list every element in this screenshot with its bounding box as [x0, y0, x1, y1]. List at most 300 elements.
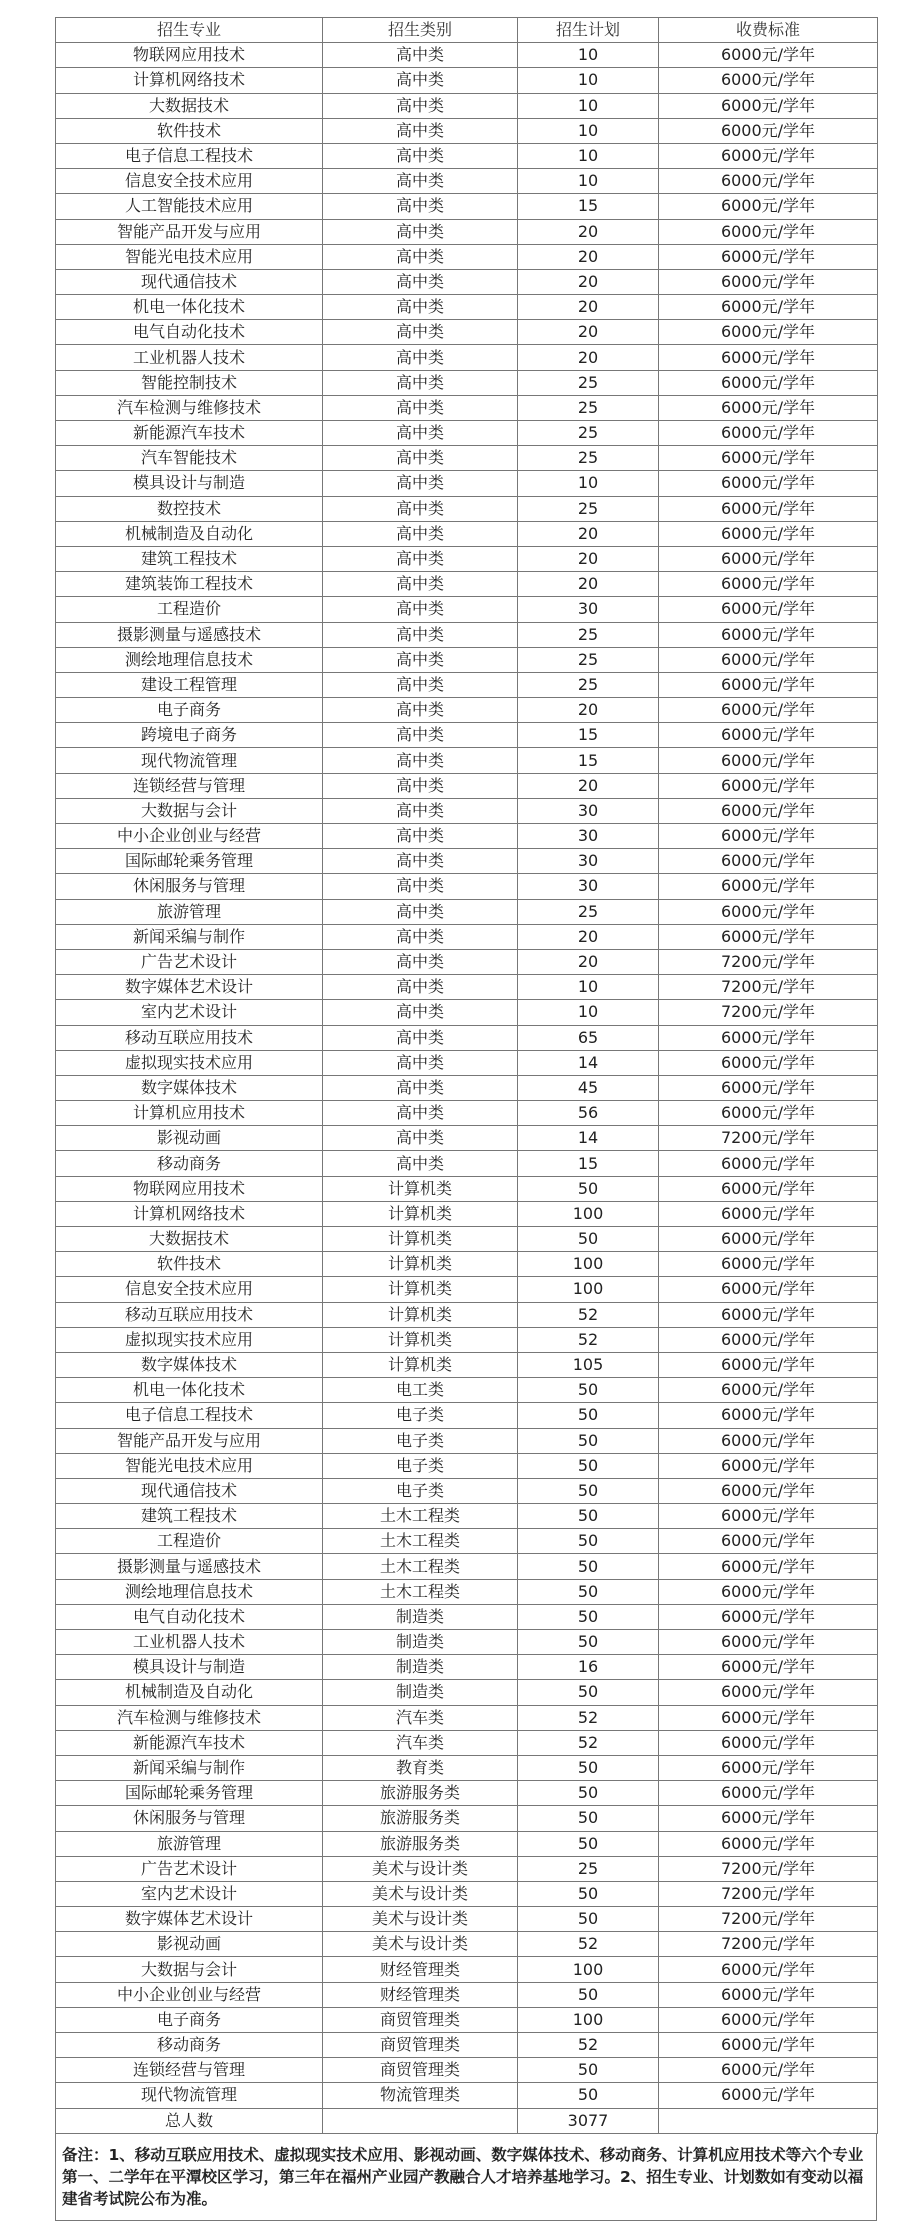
- table-row: [56, 93, 878, 118]
- major-cell: 物联网应用技术: [56, 1176, 323, 1201]
- fee-cell: 6000元/学年: [659, 521, 878, 546]
- fee-cell: 7200元/学年: [659, 1126, 878, 1151]
- plan-cell: 20: [518, 345, 659, 370]
- major-cell: 休闲服务与管理: [56, 1806, 323, 1831]
- fee-cell: 6000元/学年: [659, 194, 878, 219]
- plan-cell: 25: [518, 421, 659, 446]
- major-cell: 计算机网络技术: [56, 68, 323, 93]
- major-cell: 移动商务: [56, 2033, 323, 2058]
- table-row: [56, 1201, 878, 1226]
- major-cell: 汽车检测与维修技术: [56, 1705, 323, 1730]
- category-cell: 计算机类: [323, 1176, 518, 1201]
- plan-cell: 50: [518, 1504, 659, 1529]
- category-cell: 高中类: [323, 975, 518, 1000]
- table-row: [56, 1126, 878, 1151]
- category-cell: 高中类: [323, 824, 518, 849]
- plan-cell: 20: [518, 521, 659, 546]
- plan-cell: 15: [518, 194, 659, 219]
- category-cell: 高中类: [323, 949, 518, 974]
- category-cell: 教育类: [323, 1755, 518, 1780]
- major-cell: 旅游管理: [56, 899, 323, 924]
- plan-cell: 30: [518, 824, 659, 849]
- fee-cell: 6000元/学年: [659, 773, 878, 798]
- plan-cell: 50: [518, 1478, 659, 1503]
- plan-cell: 25: [518, 622, 659, 647]
- total-label: 总人数: [56, 2108, 323, 2133]
- major-cell: 电气自动化技术: [56, 1604, 323, 1629]
- category-cell: 高中类: [323, 169, 518, 194]
- major-cell: 汽车智能技术: [56, 446, 323, 471]
- fee-cell: 6000元/学年: [659, 546, 878, 571]
- major-cell: 室内艺术设计: [56, 1881, 323, 1906]
- plan-cell: 50: [518, 1806, 659, 1831]
- fee-cell: 7200元/学年: [659, 975, 878, 1000]
- category-cell: 计算机类: [323, 1302, 518, 1327]
- major-cell: 数字媒体艺术设计: [56, 1907, 323, 1932]
- fee-cell: 6000元/学年: [659, 1428, 878, 1453]
- table-row: [56, 1252, 878, 1277]
- table-row: [56, 1176, 878, 1201]
- category-cell: 土木工程类: [323, 1554, 518, 1579]
- fee-cell: 7200元/学年: [659, 1000, 878, 1025]
- major-cell: 测绘地理信息技术: [56, 1579, 323, 1604]
- fee-cell: 6000元/学年: [659, 1327, 878, 1352]
- table-row: [56, 1327, 878, 1352]
- fee-cell: 6000元/学年: [659, 924, 878, 949]
- fee-cell: 6000元/学年: [659, 1403, 878, 1428]
- fee-cell: 6000元/学年: [659, 395, 878, 420]
- fee-cell: 6000元/学年: [659, 68, 878, 93]
- major-cell: 广告艺术设计: [56, 1856, 323, 1881]
- header-row: [56, 18, 878, 43]
- plan-cell: 14: [518, 1050, 659, 1075]
- category-cell: 高中类: [323, 924, 518, 949]
- category-cell: 高中类: [323, 320, 518, 345]
- major-cell: 机电一体化技术: [56, 295, 323, 320]
- plan-cell: 50: [518, 1428, 659, 1453]
- table-row: [56, 2033, 878, 2058]
- major-cell: 数控技术: [56, 496, 323, 521]
- plan-cell: 10: [518, 975, 659, 1000]
- category-cell: 制造类: [323, 1680, 518, 1705]
- fee-cell: 6000元/学年: [659, 2083, 878, 2108]
- plan-cell: 14: [518, 1126, 659, 1151]
- total-row: [56, 2108, 878, 2133]
- category-cell: 高中类: [323, 345, 518, 370]
- major-cell: 现代通信技术: [56, 1478, 323, 1503]
- table-row: [56, 874, 878, 899]
- major-cell: 虚拟现实技术应用: [56, 1050, 323, 1075]
- category-cell: 电子类: [323, 1478, 518, 1503]
- category-cell: 高中类: [323, 723, 518, 748]
- major-cell: 室内艺术设计: [56, 1000, 323, 1025]
- category-cell: 美术与设计类: [323, 1932, 518, 1957]
- fee-cell: 6000元/学年: [659, 2007, 878, 2032]
- header-fee: 收费标准: [659, 18, 878, 43]
- major-cell: 机电一体化技术: [56, 1378, 323, 1403]
- category-cell: 美术与设计类: [323, 1907, 518, 1932]
- category-cell: 高中类: [323, 269, 518, 294]
- plan-cell: 50: [518, 1529, 659, 1554]
- table-row: [56, 1453, 878, 1478]
- major-cell: 模具设计与制造: [56, 471, 323, 496]
- plan-cell: 100: [518, 2007, 659, 2032]
- category-cell: 商贸管理类: [323, 2058, 518, 2083]
- table-row: [56, 471, 878, 496]
- plan-cell: 50: [518, 2058, 659, 2083]
- header-category: 招生类别: [323, 18, 518, 43]
- category-cell: 高中类: [323, 194, 518, 219]
- category-cell: 高中类: [323, 1050, 518, 1075]
- table-row: [56, 1478, 878, 1503]
- table-row: [56, 1806, 878, 1831]
- major-cell: 工业机器人技术: [56, 345, 323, 370]
- category-cell: 高中类: [323, 43, 518, 68]
- table-row: [56, 1403, 878, 1428]
- total-empty-cell: [323, 2108, 518, 2133]
- category-cell: 高中类: [323, 93, 518, 118]
- plan-cell: 10: [518, 93, 659, 118]
- major-cell: 建筑装饰工程技术: [56, 572, 323, 597]
- category-cell: 电工类: [323, 1378, 518, 1403]
- plan-cell: 50: [518, 1227, 659, 1252]
- fee-cell: 6000元/学年: [659, 2033, 878, 2058]
- plan-cell: 16: [518, 1655, 659, 1680]
- category-cell: 高中类: [323, 622, 518, 647]
- major-cell: 电子商务: [56, 2007, 323, 2032]
- fee-cell: 7200元/学年: [659, 1856, 878, 1881]
- major-cell: 建筑工程技术: [56, 1504, 323, 1529]
- fee-cell: 6000元/学年: [659, 370, 878, 395]
- table-row: [56, 1856, 878, 1881]
- plan-cell: 25: [518, 370, 659, 395]
- table-row: [56, 622, 878, 647]
- plan-cell: 50: [518, 1680, 659, 1705]
- plan-cell: 20: [518, 295, 659, 320]
- fee-cell: 6000元/学年: [659, 1529, 878, 1554]
- category-cell: 旅游服务类: [323, 1806, 518, 1831]
- table-row: [56, 1907, 878, 1932]
- plan-cell: 20: [518, 219, 659, 244]
- category-cell: 计算机类: [323, 1327, 518, 1352]
- table-row: [56, 1428, 878, 1453]
- category-cell: 高中类: [323, 748, 518, 773]
- major-cell: 新闻采编与制作: [56, 1755, 323, 1780]
- fee-cell: 6000元/学年: [659, 1781, 878, 1806]
- major-cell: 人工智能技术应用: [56, 194, 323, 219]
- category-cell: 高中类: [323, 118, 518, 143]
- fee-cell: 6000元/学年: [659, 1680, 878, 1705]
- fee-cell: 6000元/学年: [659, 748, 878, 773]
- fee-cell: 6000元/学年: [659, 43, 878, 68]
- major-cell: 计算机网络技术: [56, 1201, 323, 1226]
- major-cell: 大数据与会计: [56, 798, 323, 823]
- major-cell: 数字媒体技术: [56, 1352, 323, 1377]
- category-cell: 高中类: [323, 698, 518, 723]
- category-cell: 制造类: [323, 1604, 518, 1629]
- table-row: [56, 1755, 878, 1780]
- category-cell: 高中类: [323, 899, 518, 924]
- fee-cell: 6000元/学年: [659, 1101, 878, 1126]
- major-cell: 跨境电子商务: [56, 723, 323, 748]
- category-cell: 电子类: [323, 1403, 518, 1428]
- table-row: [56, 1604, 878, 1629]
- category-cell: 高中类: [323, 773, 518, 798]
- plan-cell: 50: [518, 1630, 659, 1655]
- category-cell: 高中类: [323, 370, 518, 395]
- table-row: [56, 1705, 878, 1730]
- fee-cell: 7200元/学年: [659, 949, 878, 974]
- plan-cell: 15: [518, 723, 659, 748]
- major-cell: 工程造价: [56, 597, 323, 622]
- table-row: [56, 899, 878, 924]
- plan-cell: 52: [518, 1327, 659, 1352]
- major-cell: 机械制造及自动化: [56, 1680, 323, 1705]
- fee-cell: 6000元/学年: [659, 1050, 878, 1075]
- plan-cell: 25: [518, 496, 659, 521]
- fee-cell: 6000元/学年: [659, 2058, 878, 2083]
- fee-cell: 6000元/学年: [659, 1705, 878, 1730]
- table-row: [56, 924, 878, 949]
- major-cell: 连锁经营与管理: [56, 2058, 323, 2083]
- major-cell: 测绘地理信息技术: [56, 647, 323, 672]
- category-cell: 高中类: [323, 421, 518, 446]
- plan-cell: 20: [518, 924, 659, 949]
- major-cell: 旅游管理: [56, 1831, 323, 1856]
- table-row: [56, 672, 878, 697]
- fee-cell: 6000元/学年: [659, 1352, 878, 1377]
- table-row: [56, 1579, 878, 1604]
- plan-cell: 50: [518, 1982, 659, 2007]
- plan-cell: 50: [518, 1907, 659, 1932]
- category-cell: 土木工程类: [323, 1529, 518, 1554]
- plan-cell: 45: [518, 1075, 659, 1100]
- fee-cell: 6000元/学年: [659, 269, 878, 294]
- table-row: [56, 269, 878, 294]
- fee-cell: 6000元/学年: [659, 1176, 878, 1201]
- major-cell: 数字媒体艺术设计: [56, 975, 323, 1000]
- plan-cell: 50: [518, 1403, 659, 1428]
- major-cell: 信息安全技术应用: [56, 1277, 323, 1302]
- table-row: [56, 244, 878, 269]
- fee-cell: 6000元/学年: [659, 672, 878, 697]
- plan-cell: 10: [518, 471, 659, 496]
- plan-cell: 20: [518, 949, 659, 974]
- fee-cell: 6000元/学年: [659, 1755, 878, 1780]
- major-cell: 建设工程管理: [56, 672, 323, 697]
- table-row: [56, 194, 878, 219]
- fee-cell: 6000元/学年: [659, 1075, 878, 1100]
- major-cell: 摄影测量与遥感技术: [56, 1554, 323, 1579]
- header-plan: 招生计划: [518, 18, 659, 43]
- major-cell: 建筑工程技术: [56, 546, 323, 571]
- major-cell: 虚拟现实技术应用: [56, 1327, 323, 1352]
- category-cell: 计算机类: [323, 1277, 518, 1302]
- table-row: [56, 1655, 878, 1680]
- fee-cell: 6000元/学年: [659, 1982, 878, 2007]
- plan-cell: 56: [518, 1101, 659, 1126]
- table-row: [56, 647, 878, 672]
- fee-cell: 6000元/学年: [659, 1957, 878, 1982]
- major-cell: 影视动画: [56, 1932, 323, 1957]
- category-cell: 高中类: [323, 521, 518, 546]
- major-cell: 计算机应用技术: [56, 1101, 323, 1126]
- fee-cell: 6000元/学年: [659, 1277, 878, 1302]
- table-row: [56, 698, 878, 723]
- major-cell: 智能产品开发与应用: [56, 1428, 323, 1453]
- major-cell: 中小企业创业与经营: [56, 1982, 323, 2007]
- table-row: [56, 949, 878, 974]
- major-cell: 电子商务: [56, 698, 323, 723]
- fee-cell: 6000元/学年: [659, 1151, 878, 1176]
- table-row: [56, 597, 878, 622]
- plan-cell: 25: [518, 672, 659, 697]
- table-row: [56, 421, 878, 446]
- fee-cell: 6000元/学年: [659, 93, 878, 118]
- fee-cell: 6000元/学年: [659, 1025, 878, 1050]
- plan-cell: 10: [518, 118, 659, 143]
- major-cell: 移动商务: [56, 1151, 323, 1176]
- category-cell: 土木工程类: [323, 1504, 518, 1529]
- category-cell: 高中类: [323, 1126, 518, 1151]
- major-cell: 现代物流管理: [56, 748, 323, 773]
- table-row: [56, 1504, 878, 1529]
- table-body: [56, 43, 878, 2108]
- category-cell: 物流管理类: [323, 2083, 518, 2108]
- table-row: [56, 1554, 878, 1579]
- plan-cell: 30: [518, 849, 659, 874]
- major-cell: 影视动画: [56, 1126, 323, 1151]
- remark-note: 备注：1、移动互联应用技术、虚拟现实技术应用、影视动画、数字媒体技术、移动商务、计算机应用技术等六个专业第一、二学年在平潭校区学习，第三年在福州产业园产教融合人才培养基地学习。2、招生专业、计划数如有变动以福建省考试院公布为准。: [55, 2134, 877, 2221]
- plan-cell: 50: [518, 1755, 659, 1780]
- plan-cell: 10: [518, 169, 659, 194]
- fee-cell: 6000元/学年: [659, 320, 878, 345]
- plan-cell: 50: [518, 1453, 659, 1478]
- fee-cell: 6000元/学年: [659, 345, 878, 370]
- fee-cell: 6000元/学年: [659, 421, 878, 446]
- major-cell: 智能光电技术应用: [56, 244, 323, 269]
- plan-cell: 20: [518, 320, 659, 345]
- plan-cell: 25: [518, 1856, 659, 1881]
- plan-cell: 52: [518, 1302, 659, 1327]
- plan-cell: 50: [518, 1554, 659, 1579]
- plan-cell: 50: [518, 1781, 659, 1806]
- category-cell: 高中类: [323, 395, 518, 420]
- plan-cell: 20: [518, 546, 659, 571]
- major-cell: 广告艺术设计: [56, 949, 323, 974]
- fee-cell: 6000元/学年: [659, 1630, 878, 1655]
- major-cell: 数字媒体技术: [56, 1075, 323, 1100]
- major-cell: 新闻采编与制作: [56, 924, 323, 949]
- fee-cell: 6000元/学年: [659, 698, 878, 723]
- plan-cell: 50: [518, 2083, 659, 2108]
- fee-cell: 6000元/学年: [659, 597, 878, 622]
- plan-cell: 100: [518, 1252, 659, 1277]
- category-cell: 高中类: [323, 219, 518, 244]
- category-cell: 制造类: [323, 1655, 518, 1680]
- category-cell: 土木工程类: [323, 1579, 518, 1604]
- major-cell: 连锁经营与管理: [56, 773, 323, 798]
- fee-cell: 6000元/学年: [659, 874, 878, 899]
- major-cell: 移动互联应用技术: [56, 1025, 323, 1050]
- table-row: [56, 1352, 878, 1377]
- table-row: [56, 1680, 878, 1705]
- category-cell: 高中类: [323, 446, 518, 471]
- table-row: [56, 1302, 878, 1327]
- fee-cell: 6000元/学年: [659, 1655, 878, 1680]
- category-cell: 高中类: [323, 244, 518, 269]
- category-cell: 高中类: [323, 572, 518, 597]
- plan-cell: 10: [518, 43, 659, 68]
- table-row: [56, 1277, 878, 1302]
- table-row: [56, 572, 878, 597]
- major-cell: 现代通信技术: [56, 269, 323, 294]
- plan-cell: 20: [518, 698, 659, 723]
- category-cell: 高中类: [323, 798, 518, 823]
- fee-cell: 6000元/学年: [659, 244, 878, 269]
- category-cell: 旅游服务类: [323, 1781, 518, 1806]
- table-row: [56, 295, 878, 320]
- major-cell: 模具设计与制造: [56, 1655, 323, 1680]
- header-major: 招生专业: [56, 18, 323, 43]
- table-row: [56, 2058, 878, 2083]
- table-row: [56, 1932, 878, 1957]
- fee-cell: 6000元/学年: [659, 798, 878, 823]
- category-cell: 高中类: [323, 1151, 518, 1176]
- fee-cell: 6000元/学年: [659, 1201, 878, 1226]
- major-cell: 新能源汽车技术: [56, 1730, 323, 1755]
- plan-cell: 100: [518, 1277, 659, 1302]
- fee-cell: 6000元/学年: [659, 169, 878, 194]
- table-row: [56, 1151, 878, 1176]
- category-cell: 高中类: [323, 1101, 518, 1126]
- fee-cell: 6000元/学年: [659, 446, 878, 471]
- major-cell: 移动互联应用技术: [56, 1302, 323, 1327]
- plan-cell: 100: [518, 1957, 659, 1982]
- table-row: [56, 345, 878, 370]
- fee-cell: 6000元/学年: [659, 1478, 878, 1503]
- plan-cell: 25: [518, 647, 659, 672]
- table-row: [56, 849, 878, 874]
- category-cell: 高中类: [323, 672, 518, 697]
- table-row: [56, 169, 878, 194]
- table-row: [56, 496, 878, 521]
- plan-cell: 30: [518, 874, 659, 899]
- fee-cell: 6000元/学年: [659, 1831, 878, 1856]
- plan-cell: 15: [518, 748, 659, 773]
- table-row: [56, 1050, 878, 1075]
- table-row: [56, 1378, 878, 1403]
- category-cell: 高中类: [323, 597, 518, 622]
- fee-cell: 6000元/学年: [659, 1504, 878, 1529]
- category-cell: 高中类: [323, 546, 518, 571]
- major-cell: 物联网应用技术: [56, 43, 323, 68]
- table-row: [56, 118, 878, 143]
- category-cell: 汽车类: [323, 1730, 518, 1755]
- table-row: [56, 2083, 878, 2108]
- plan-cell: 30: [518, 597, 659, 622]
- fee-cell: 6000元/学年: [659, 849, 878, 874]
- category-cell: 高中类: [323, 68, 518, 93]
- fee-cell: 7200元/学年: [659, 1881, 878, 1906]
- enrollment-plan-sheet: [55, 17, 877, 2221]
- plan-cell: 105: [518, 1352, 659, 1377]
- category-cell: 计算机类: [323, 1227, 518, 1252]
- fee-cell: 6000元/学年: [659, 572, 878, 597]
- table-row: [56, 1101, 878, 1126]
- category-cell: 商贸管理类: [323, 2033, 518, 2058]
- plan-cell: 10: [518, 68, 659, 93]
